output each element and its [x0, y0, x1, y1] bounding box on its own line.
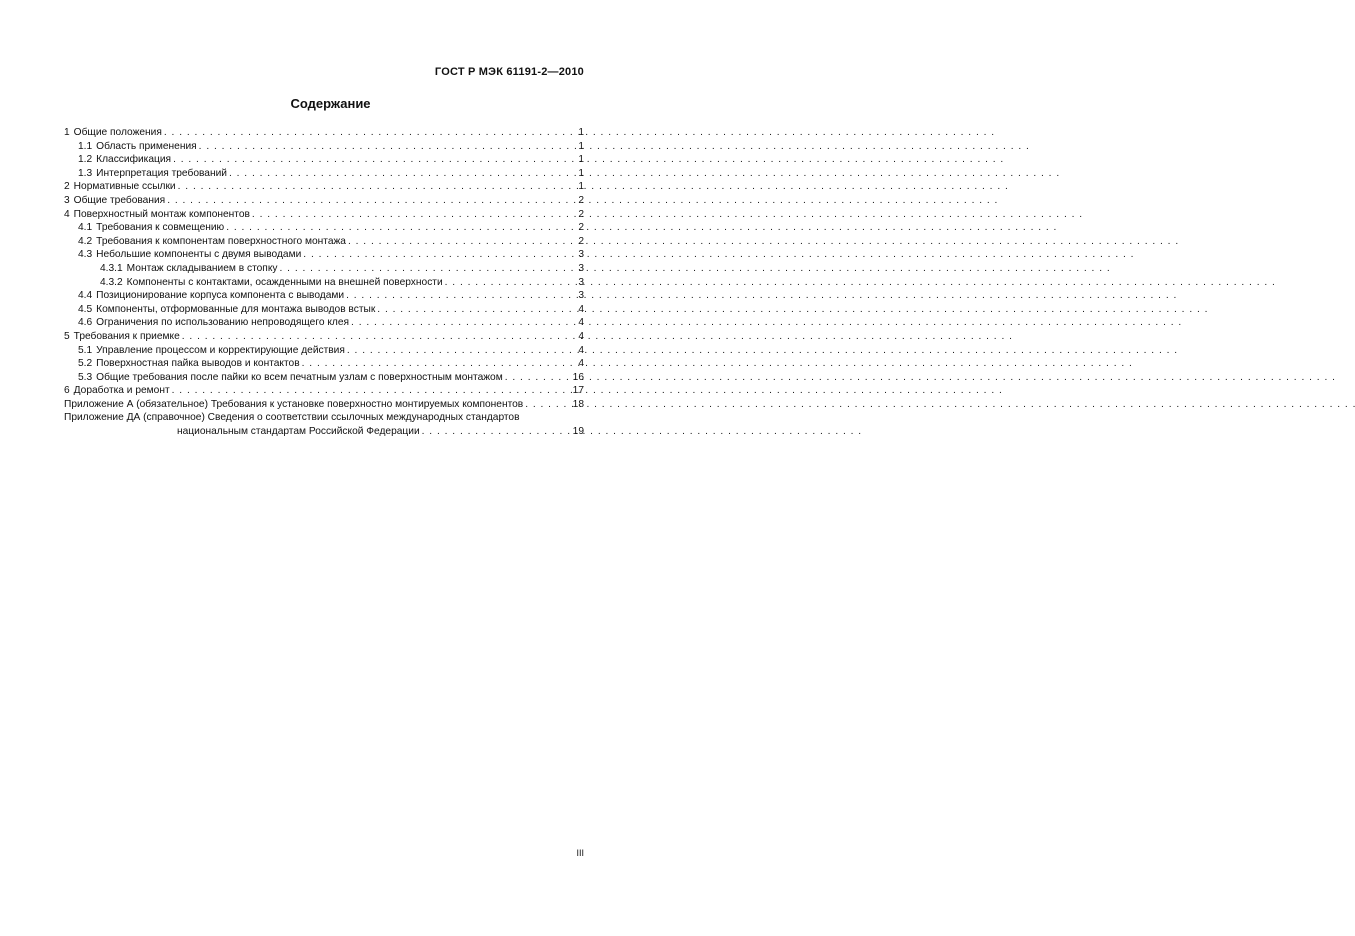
toc-entry-4-4[interactable]: [64, 289, 584, 303]
toc-entry-5-2[interactable]: [64, 357, 584, 371]
dot-leader: [199, 140, 574, 154]
toc-text: Общие требования после пайки ко всем печатным узлам с поверхностным монтажом: [96, 371, 503, 383]
toc-page: 1: [578, 127, 584, 138]
toc-num: 4.5: [78, 303, 93, 315]
toc-page: 3: [578, 290, 584, 302]
toc-entry-1-3[interactable]: [64, 167, 584, 181]
toc-page: 19: [572, 426, 584, 438]
toc-entry-4-3[interactable]: [64, 248, 584, 262]
dot-leader: [229, 167, 574, 181]
toc-page: 1: [578, 181, 584, 193]
toc-page: 1: [578, 140, 584, 152]
toc-num: 4.3.2: [100, 276, 123, 288]
toc-page: 3: [578, 276, 584, 288]
toc-entry-appendix-da[interactable]: [64, 411, 584, 438]
dot-leader: [173, 153, 574, 167]
toc-text: Требования к приемке: [73, 330, 180, 342]
toc-text: Общие требования: [73, 194, 166, 206]
toc-num: 4.3.1: [100, 262, 123, 274]
toc-page: 17: [572, 385, 584, 397]
toc-text: Требования к совмещению: [96, 222, 225, 234]
dot-leader: [346, 289, 574, 303]
dot-leader: [280, 262, 575, 276]
toc-page: 4: [578, 317, 584, 329]
toc-num: 1: [64, 127, 70, 138]
toc-entry-4-5[interactable]: [64, 303, 584, 317]
dot-leader: [347, 344, 574, 358]
toc-page: 4: [578, 358, 584, 370]
toc-text: Небольшие компоненты с двумя выводами: [96, 249, 302, 261]
toc-num: 4.4: [78, 290, 93, 302]
toc-text: Классификация: [96, 154, 172, 166]
toc-text: Требования к компонентам поверхностного монтажа: [96, 235, 346, 247]
toc-text: Компоненты с контактами, осажденными на внешней поверхности: [126, 276, 443, 288]
dot-leader: [167, 194, 574, 208]
toc-entry-1-1[interactable]: [64, 140, 584, 154]
toc-title: Содержание: [290, 96, 371, 111]
toc-num: 6: [64, 385, 70, 397]
dot-leader: [351, 316, 574, 330]
toc-page: 2: [578, 235, 584, 247]
dot-leader: [445, 276, 574, 290]
dot-leader: [178, 180, 574, 194]
toc-page: 4: [578, 330, 584, 342]
toc-page: 4: [578, 344, 584, 356]
document-id: ГОСТ Р МЭК 61191-2—2010: [434, 66, 584, 78]
dot-leader: [252, 208, 574, 222]
toc-page: 1: [578, 167, 584, 179]
page-number: III: [576, 848, 584, 858]
toc-num: 4.1: [78, 222, 93, 234]
toc-num: 1.3: [78, 167, 93, 179]
dot-leader: [164, 126, 574, 140]
toc-text: Приложение ДА (справочное) Сведения о соответствии ссылочных международных стандартов: [64, 412, 520, 424]
toc-text: Интерпретация требований: [96, 167, 227, 179]
toc-entry-appendix-a[interactable]: [64, 398, 584, 412]
toc-num: 5: [64, 330, 70, 342]
dot-leader: [377, 303, 574, 317]
toc-page: 1: [578, 154, 584, 166]
toc-entry-4-1[interactable]: [64, 221, 584, 235]
dot-leader: [303, 248, 574, 262]
toc-page: 3: [578, 262, 584, 274]
toc-page: 2: [578, 194, 584, 206]
toc-text: Доработка и ремонт: [73, 385, 170, 397]
dot-leader: [226, 221, 574, 235]
toc-entry-2[interactable]: [64, 180, 584, 194]
toc-text-continued: национальным стандартам Российской Федерации: [177, 426, 420, 438]
toc-num: 3: [64, 194, 70, 206]
toc-entry-4-6[interactable]: [64, 316, 584, 330]
toc-page: 4: [578, 303, 584, 315]
toc-entry-3[interactable]: [64, 194, 584, 208]
toc-entry-5-3[interactable]: [64, 371, 584, 385]
dot-leader: [525, 398, 570, 412]
toc-num: 1.2: [78, 154, 93, 166]
toc-entry-4-3-2[interactable]: [64, 276, 584, 290]
toc-text: Компоненты, отформованные для монтажа выводов встык: [96, 303, 376, 315]
toc-entry-1[interactable]: [64, 126, 584, 140]
toc-page: 2: [578, 222, 584, 234]
dot-leader: [172, 384, 571, 398]
toc-entry-6[interactable]: [64, 384, 584, 398]
toc-entry-1-2[interactable]: [64, 153, 584, 167]
toc-page: 18: [572, 398, 584, 410]
toc-entry-5-1[interactable]: [64, 344, 584, 358]
toc-text: Нормативные ссылки: [73, 181, 176, 193]
toc-num: 5.3: [78, 371, 93, 383]
toc-num: 4.2: [78, 235, 93, 247]
toc-num: 4: [64, 208, 70, 220]
toc-text: Приложение А (обязательное) Требования к установке поверхностно монтируемых компонентов: [64, 398, 524, 410]
toc-num: 2: [64, 181, 70, 193]
toc-entry-4-2[interactable]: [64, 235, 584, 249]
toc-entry-4[interactable]: [64, 208, 584, 222]
toc-text: Управление процессом и корректирующие действия: [96, 344, 345, 356]
toc-num: 5.1: [78, 344, 93, 356]
toc-num: 4.6: [78, 317, 93, 329]
toc-entry-5[interactable]: [64, 330, 584, 344]
toc-num: 1.1: [78, 140, 93, 152]
dot-leader: [182, 330, 574, 344]
toc-text: Область применения: [96, 140, 197, 152]
dot-leader: [348, 235, 574, 249]
table-of-contents: [64, 126, 584, 439]
toc-num: 5.2: [78, 358, 93, 370]
toc-text: Поверхностный монтаж компонентов: [73, 208, 250, 220]
toc-text: Поверхностная пайка выводов и контактов: [96, 358, 300, 370]
toc-entry-4-3-1[interactable]: [64, 262, 584, 276]
dot-leader: [505, 371, 571, 385]
dot-leader: [302, 357, 574, 371]
toc-text: Позиционирование корпуса компонента с выводами: [96, 290, 345, 302]
toc-text: Монтаж складыванием в стопку: [126, 262, 278, 274]
toc-page: 16: [572, 371, 584, 383]
toc-page: 3: [578, 249, 584, 261]
toc-num: 4.3: [78, 249, 93, 261]
toc-page: 2: [578, 208, 584, 220]
dot-leader: [422, 425, 571, 439]
toc-text: Ограничения по использованию непроводящего клея: [96, 317, 350, 329]
toc-text: Общие положения: [73, 127, 162, 138]
